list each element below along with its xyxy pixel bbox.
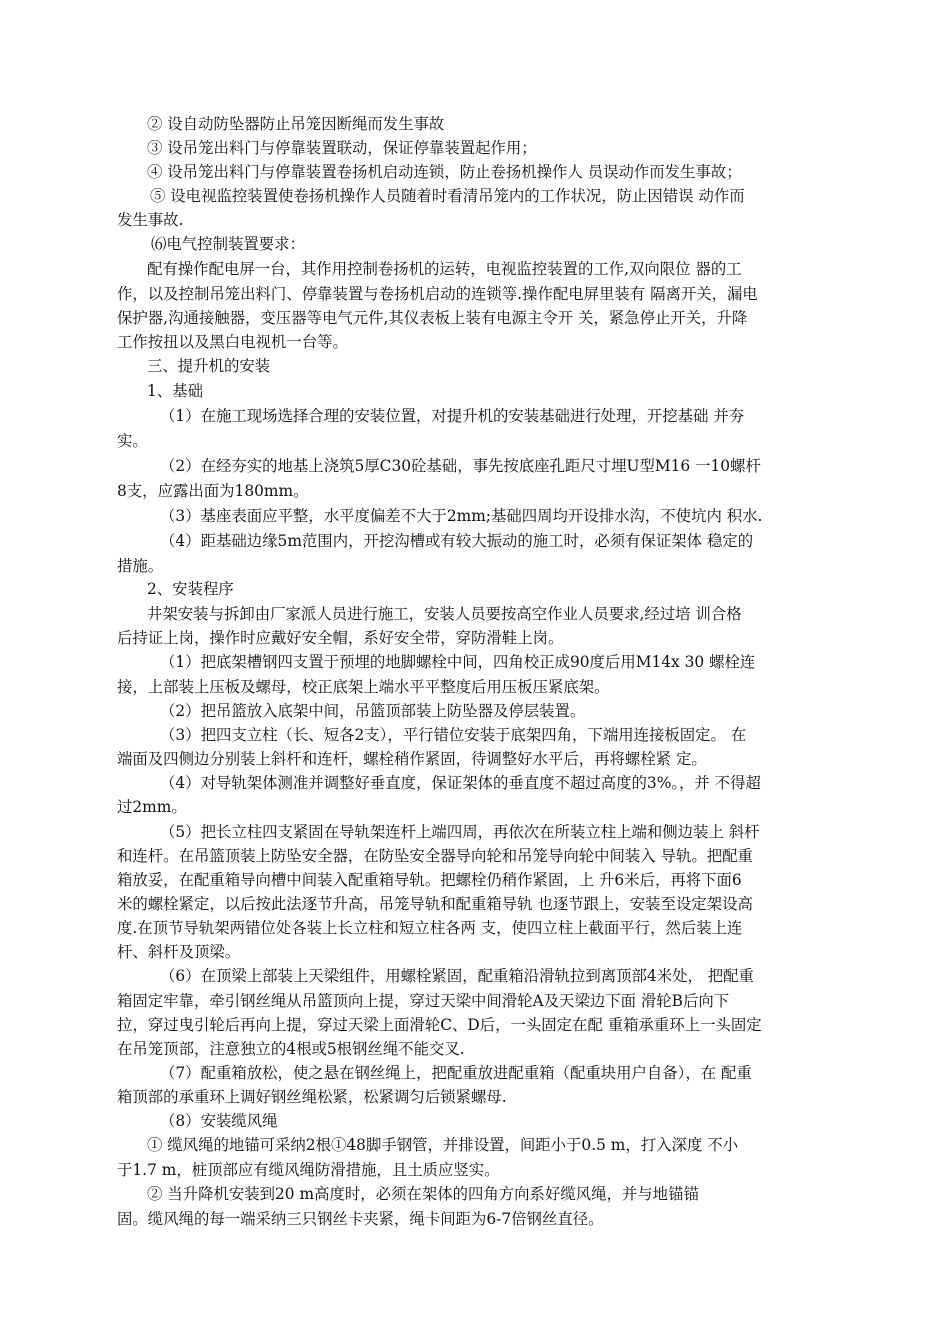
text-line: （4）对导轨架体测准并调整好垂直度，保证架体的垂直度不超过高度的3%。，并 不得超 [160, 774, 761, 792]
text-line: 保护器,沟通接触器，变压器等电气元件,其仪表板上装有电源主令开 关，紧急停止开关，升降 [117, 309, 748, 327]
text-line: （2）把吊篮放入底架中间，吊篮顶部装上防坠器及停层装置。 [160, 702, 586, 720]
text-line: 过2mm。 [117, 798, 187, 816]
text-line: 固。缆风绳的每一端采纳三只钢丝卡夹紧，绳卡间距为6-7倍钢丝直径。 [117, 1210, 604, 1228]
text-line: ⑤ 设电视监控装置使卷扬机操作人员随着时看清吊笼内的工作状况，防止因错误 动作而 [150, 187, 745, 205]
text-line: 发生事故. [117, 211, 184, 229]
text-line: 8支，应露出面为180mm。 [117, 482, 309, 500]
section-heading: 三、提升机的安装 [147, 357, 271, 375]
text-line: 箱放妥，在配重箱导向槽中间装入配重箱导轨。把螺栓仍稍作紧固，上 升6米后，再将下面6 [117, 871, 742, 889]
text-line: （6）在顶梁上部装上天梁组件，用螺栓紧固，配重箱沿滑轨拉到离顶部4米处， 把配重 [160, 967, 754, 985]
text-line: ③ 设吊笼出料门与停靠装置联动，保证停靠装置起作用； [147, 139, 537, 157]
text-line: ② 设自动防坠器防止吊笼因断绳而发生事故 [147, 115, 445, 133]
text-line: 后持证上岗，操作时应戴好安全帽，系好安全带，穿防滑鞋上岗。 [117, 629, 564, 647]
text-line: 措施。 [117, 557, 164, 575]
text-line: 端面及四侧边分别装上斜杆和连杆，螺栓稍作紧固，待调整好水平后，再将螺栓紧 定。 [117, 750, 707, 768]
text-line: 工作按扭以及黑白电视机一台等。 [117, 333, 348, 351]
text-line: （1）在施工现场选择合理的安装位置，对提升机的安装基础进行处理，开挖基础 并夯 [160, 407, 745, 425]
text-line: ④ 设吊笼出料门与停靠装置卷扬机启动连锁，防止卷扬机操作人 员误动作而发生事故； [147, 163, 742, 181]
text-line: ① 缆风绳的地锚可采纳2根①48脚手钢管，并排设置，间距小于0.5 m，打入深度 不小 [147, 1136, 739, 1154]
text-line: 实。 [117, 432, 148, 450]
text-line: 作，以及控制吊笼出料门、停靠装置与卷扬机启动的连锁等.操作配电屏里装有 隔离开关，漏电 [117, 285, 758, 303]
text-line: （5）把长立柱四支紧固在导轨架连杆上端四周，再依次在所装立柱上端和侧边装上 斜杆 [160, 823, 760, 841]
section-heading: ⑹电气控制装置要求： [151, 235, 305, 253]
text-line: （3）把四支立柱（长、短各2支），平行错位安装于底架四角，下端用连接板固定。 在 [160, 726, 747, 744]
text-line: 箱固定牢靠，牵引钢丝绳从吊篮顶向上提，穿过天梁中间滑轮A及天梁边下面 滑轮B后向下 [117, 992, 730, 1010]
text-line: 箱顶部的承重环上调好钢丝绳松紧，松紧调匀后锁紧螺母. [117, 1088, 507, 1106]
text-line: （3）基座表面应平整，水平度偏差不大于2mm;基础四周均开设排水沟，不使坑内 积水. [160, 507, 763, 525]
text-line: 和连杆。在吊篮顶装上防坠安全器，在防坠安全器导向轮和吊笼导向轮中间装入 导轨。把配重 [117, 847, 753, 865]
text-line: ② 当升降机安装到20 m高度时，必须在架体的四角方向系好缆风绳，并与地锚锚 [147, 1185, 699, 1203]
text-line: （7）配重箱放松，使之悬在钢丝绳上，把配重放进配重箱（配重块用户自备），在 配重 [160, 1064, 752, 1082]
text-line: （1）把底架槽钢四支置于预埋的地脚螺栓中间，四角校正成90度后用M14x 30 螺栓连 [160, 653, 756, 671]
text-line: 杆、斜杆及顶梁。 [117, 943, 241, 961]
section-heading: 2、安装程序 [147, 580, 234, 598]
text-line: （2）在经夯实的地基上浇筑5厚C30砼基础，事先按底座孔距尺寸埋U型M16 一10螺杆 [160, 457, 761, 475]
text-line: 拉，穿过曳引轮后再向上提，穿过天梁上面滑轮C、D后，一头固定在配 重箱承重环上一头固定 [117, 1016, 762, 1034]
text-line: 在吊笼顶部，注意独立的4根或5根钢丝绳不能交叉. [117, 1040, 465, 1058]
text-line: 米的螺栓紧定，以后按此法逐节升高，吊笼导轨和配重箱导轨 也逐节跟上，安装至设定架设高 [117, 895, 753, 913]
text-line: 配有操作配电屏一台，其作用控制卷扬机的运转，电视监控装置的工作,双向限位 器的工 [147, 260, 742, 278]
text-line: 度.在顶节导轨架两错位处各装上长立柱和短立柱各两 支，使四立柱上截面平行，然后装上连 [117, 919, 743, 937]
text-line: 于1.7 m，桩顶部应有缆风绳防滑措施，且土质应竖实。 [117, 1161, 500, 1179]
section-heading: 1、基础 [147, 382, 203, 400]
section-heading: （8）安装缆风绳 [160, 1112, 278, 1130]
text-line: 井架安装与拆卸由厂家派人员进行施工，安装人员要按高空作业人员要求,经过培 训合格 [147, 605, 742, 623]
text-line: 接，上部装上压板及螺母，校正底架上端水平平整度后用压板压紧底架。 [117, 678, 610, 696]
text-line: （4）距基础边缘5m范围内，开挖沟槽或有较大振动的施工时，必须有保证架体 稳定的 [160, 532, 754, 550]
